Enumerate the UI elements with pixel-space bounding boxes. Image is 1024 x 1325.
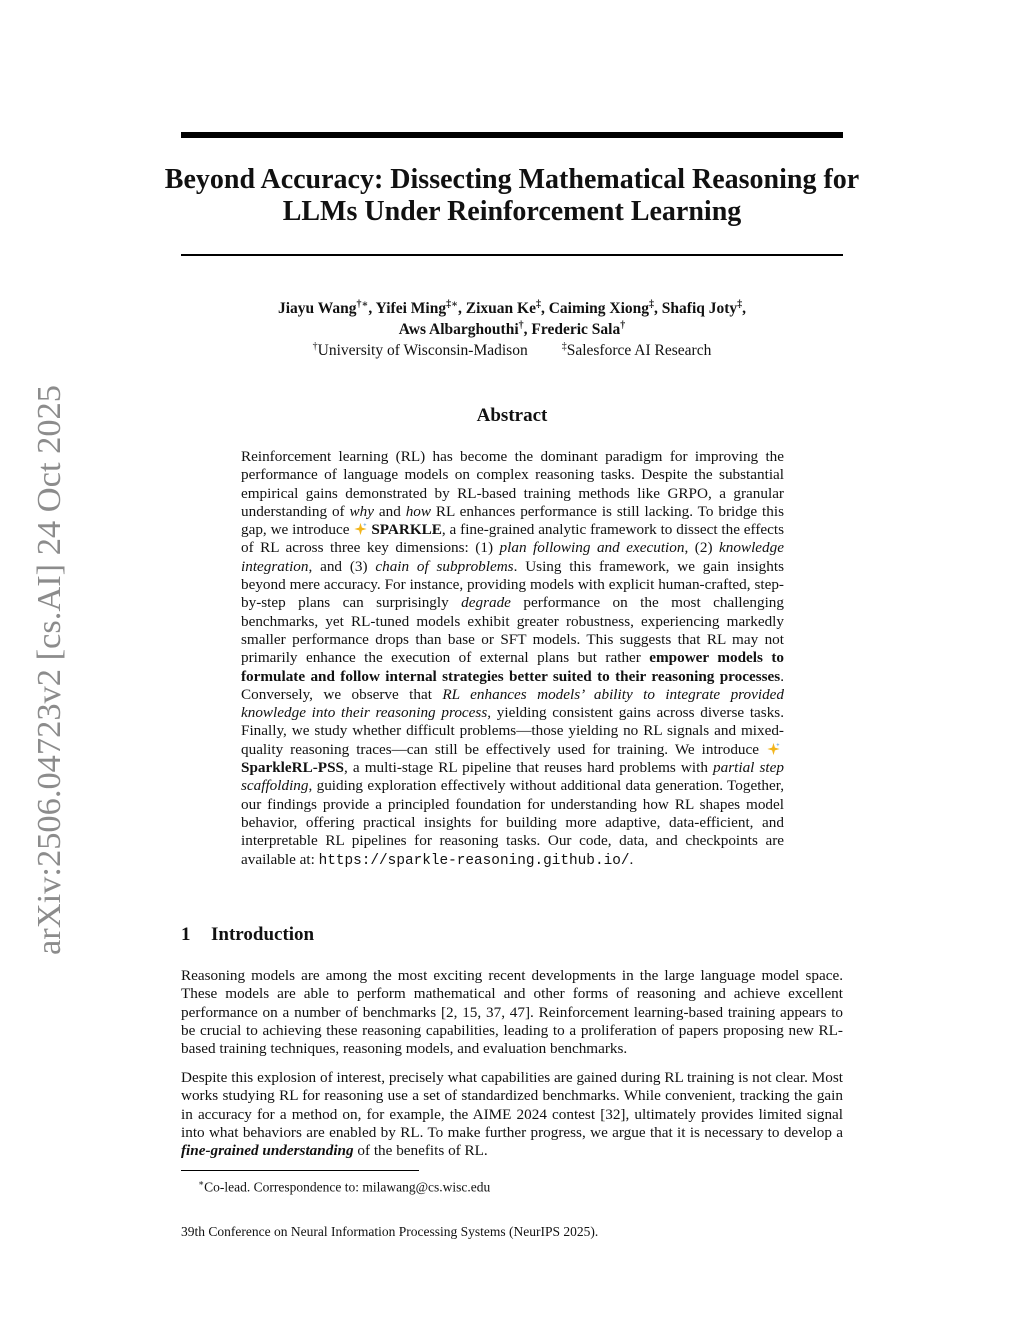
text-run: . Conversely, we observe that — [241, 667, 784, 703]
affiliation-mark: † — [312, 340, 318, 352]
author-line-2 — [181, 319, 843, 340]
author-name: Shafiq Joty — [661, 300, 738, 317]
author-separator: , — [523, 321, 532, 338]
introduction-heading — [181, 924, 843, 946]
venue-note: 39th Conference on Neural Information Processing Systems (NeurIPS 2025). — [181, 1224, 599, 1239]
footnote-mark: ∗ — [198, 1178, 205, 1188]
affiliation — [313, 340, 528, 361]
text-run: knowledge integration — [241, 539, 784, 575]
footnote-rule — [181, 1170, 419, 1171]
author-name: Jiayu Wang — [277, 300, 357, 317]
arxiv-stamp — [18, 380, 74, 960]
text-run: . Using this framework, we gain insights beyond mere accuracy. For instance, providing models with explicit human-crafted, step-by-step plans can surprisingly — [241, 557, 784, 612]
text-run: , a multi-stage RL pipeline that reuses hard problems with — [343, 759, 714, 777]
author-separator: , — [654, 300, 662, 317]
text-run: chain of subproblems — [375, 557, 514, 575]
footnote-text: Co-lead. Correspondence to: milawang@cs.wisc.edu — [204, 1179, 491, 1195]
text-run: SPARKLE — [371, 521, 442, 539]
sparkle-icon — [766, 742, 781, 756]
text-run: SparkleRL-PSS — [241, 759, 344, 777]
affiliation-mark: ‡ — [535, 298, 541, 310]
text-run: RL enhances performance is still lacking. To bridge this gap, we introduce — [241, 502, 784, 539]
sparkle-icon — [353, 522, 368, 536]
text-run: plan following and execution — [499, 539, 685, 557]
author-separator: , — [742, 300, 747, 317]
intro-paragraph-2 — [181, 1069, 843, 1160]
text-run: degrade — [461, 594, 511, 612]
affiliations — [181, 340, 843, 361]
author-line-1 — [181, 298, 843, 319]
text-run: RL enhances models’ ability to integrate provided knowledge into their reasoning process — [241, 685, 784, 722]
author-block — [181, 298, 843, 361]
affiliation-name: University of Wisconsin-Madison — [317, 342, 528, 359]
text-run: , and (3) — [308, 557, 376, 575]
section-title: Introduction — [211, 924, 315, 945]
author-name: Zixuan Ke — [465, 300, 536, 317]
text-run: of the benefits of RL. — [353, 1142, 488, 1160]
text-run: Despite this explosion of interest, precisely what capabilities are gained during RL training is not clear. Most works studying RL for reasoning use a set of standardized benchmarks. While convenient, tracking the gain in accuracy for a method on, for example, the AIME 2024 contest [32], ultimately provides limited signal into what behaviors are enabled by RL. To make further progress, we argue that it is necessary to develop a — [181, 1069, 843, 1141]
abstract-body — [241, 448, 784, 870]
text-run: why — [349, 502, 374, 520]
text-run: , guiding exploration effectively without additional data generation. Together, our findings provide a principled foundation for understanding how RL shapes model behavior, offering practical insights for building more adaptive, data-efficient, and interpretable RL pipelines for reasoning tasks. Our code, data, and checkpoints are available at: — [241, 777, 784, 868]
affiliation-mark: †∗ — [356, 298, 369, 310]
text-run: , (2) — [684, 539, 720, 557]
intro-paragraph-1 — [181, 967, 843, 1058]
text-run: fine-grained understanding — [181, 1142, 354, 1160]
author-name: Yifei Ming — [375, 300, 447, 317]
arxiv-stamp-text: arXiv:2506.04723v2 [cs.AI] 24 Oct 2025 — [31, 392, 68, 955]
abstract-heading: Abstract — [476, 405, 548, 426]
author-name: Frederic Sala — [531, 321, 621, 338]
text-run: , yielding consistent gains across diverse tasks. Finally, we study whether difficult problems—those yielding no RL signals and mixed-quality reasoning traces—can still be effectively used for training. We introduce — [241, 704, 785, 758]
text-run: Reinforcement learning (RL) has become the dominant paradigm for improving the performance of language models on complex reasoning tasks. Despite the substantial empirical gains demonstrated by RL-based training methods like GRPO, a granular understanding of — [241, 448, 784, 520]
text-run: empower models to formulate and follow internal strategies better suited to their reasoning processes — [241, 649, 784, 685]
text-run: , a fine-grained analytic framework to dissect the effects of RL across three key dimensions: (1) — [241, 521, 784, 557]
text-run: partial step scaffolding — [241, 759, 784, 795]
affiliation-mark: ‡ — [561, 340, 567, 352]
text-run: Reasoning models are among the most exciting recent developments in the large language model space. These models are able to perform mathematical and other forms of reasoning and achieve excellent performance on a number of benchmarks [2, 15, 37, 47]. Reinforcement learning-based training appears to be crucial to achieving these reasoning capabilities, leading to a proliferation of papers proposing new RL-based training techniques, reasoning models, and evaluation benchmarks. — [181, 967, 843, 1058]
affiliation-name: Salesforce AI Research — [566, 342, 712, 359]
affiliation-mark: † — [620, 319, 626, 331]
affiliation-mark: ‡∗ — [446, 298, 458, 310]
affiliation — [562, 340, 712, 361]
text-run: and — [373, 502, 406, 520]
author-separator: , — [540, 300, 549, 317]
author-name: Aws Albarghouthi — [398, 321, 519, 338]
paper-title: Beyond Accuracy: Dissecting Mathematical Reasoning for LLMs Under Reinforcement Learning — [164, 164, 860, 227]
affiliation-mark: ‡ — [649, 298, 655, 310]
section-number: 1 — [181, 924, 191, 945]
author-separator: , — [368, 300, 376, 317]
title-top-rule — [181, 132, 843, 138]
project-url: https://sparkle-reasoning.github.io/ — [318, 852, 630, 869]
author-separator: , — [458, 300, 466, 317]
text-run: . — [629, 850, 634, 868]
footnote — [198, 1175, 838, 1196]
text-run: performance on the most challenging benchmarks, yet RL-tuned models exhibit greater robustness, experiencing markedly smaller performance drops than base or SFT models. This suggests that RL may not primarily enhance the execution of external plans but rather — [241, 594, 784, 667]
title-bottom-rule — [181, 254, 843, 256]
text-run: how — [405, 502, 432, 520]
author-name: Caiming Xiong — [548, 300, 650, 317]
affiliation-mark: † — [518, 319, 524, 331]
affiliation-mark: ‡ — [737, 298, 743, 310]
